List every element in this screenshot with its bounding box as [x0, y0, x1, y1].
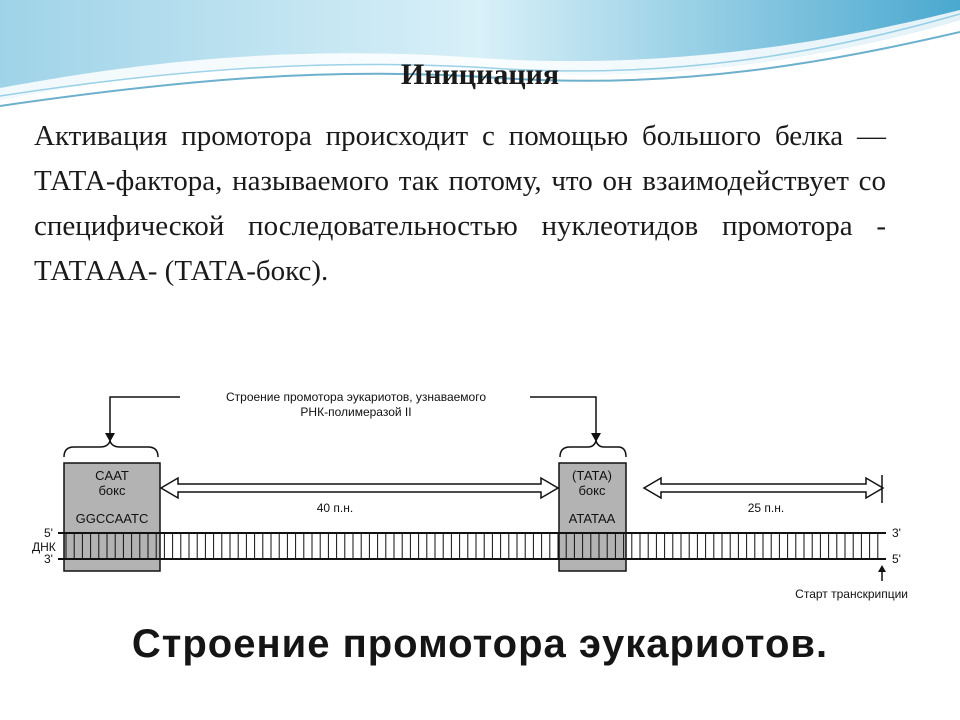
caat-box-label-line2: бокс — [98, 483, 126, 498]
caat-sequence: GGCCAATC — [75, 511, 149, 526]
start-arrow — [878, 565, 886, 581]
slide-title: Инициация — [400, 58, 560, 91]
base-pair-rungs — [66, 533, 878, 559]
tata-brace — [560, 441, 626, 457]
tata-sequence: ATATAA — [568, 511, 616, 526]
background-waves — [0, 0, 960, 110]
bracket-label-line2: РНК-полимеразой II — [300, 405, 412, 419]
top-right-end-label: 3' — [892, 526, 901, 540]
start-label: Старт транскрипции — [795, 587, 908, 601]
dna-label: ДНК — [32, 540, 56, 554]
caat-brace — [64, 441, 158, 457]
tata-box-label-line2: бокс — [578, 483, 606, 498]
distance-arrow-25 — [644, 478, 883, 498]
distance-arrow-40 — [161, 478, 558, 498]
distance-label-25: 25 п.н. — [747, 501, 785, 515]
bottom-left-end-label: 3' — [44, 552, 53, 566]
tata-box-label-line1: (ТАТА) — [571, 468, 613, 483]
slide-body-text: Активация промотора происходит с помощью большого белка — ТАТА-фактора, называемого так потому, что он взаимодействует со специфической последовательностью нуклеотидов промотора - ТАТААА- (ТАТА-бокс). — [34, 120, 886, 287]
top-left-end-label: 5' — [44, 526, 53, 540]
caat-box-label-line1: CAAT — [95, 468, 129, 483]
promoter-diagram — [30, 385, 930, 615]
dna-strands — [58, 533, 886, 559]
diagram-caption: Строение промотора эукариотов. — [131, 622, 829, 666]
bottom-right-end-label: 5' — [892, 552, 901, 566]
distance-label-40: 40 п.н. — [316, 501, 354, 515]
bracket-label-line1: Строение промотора эукариотов, узнаваемого — [225, 390, 487, 404]
